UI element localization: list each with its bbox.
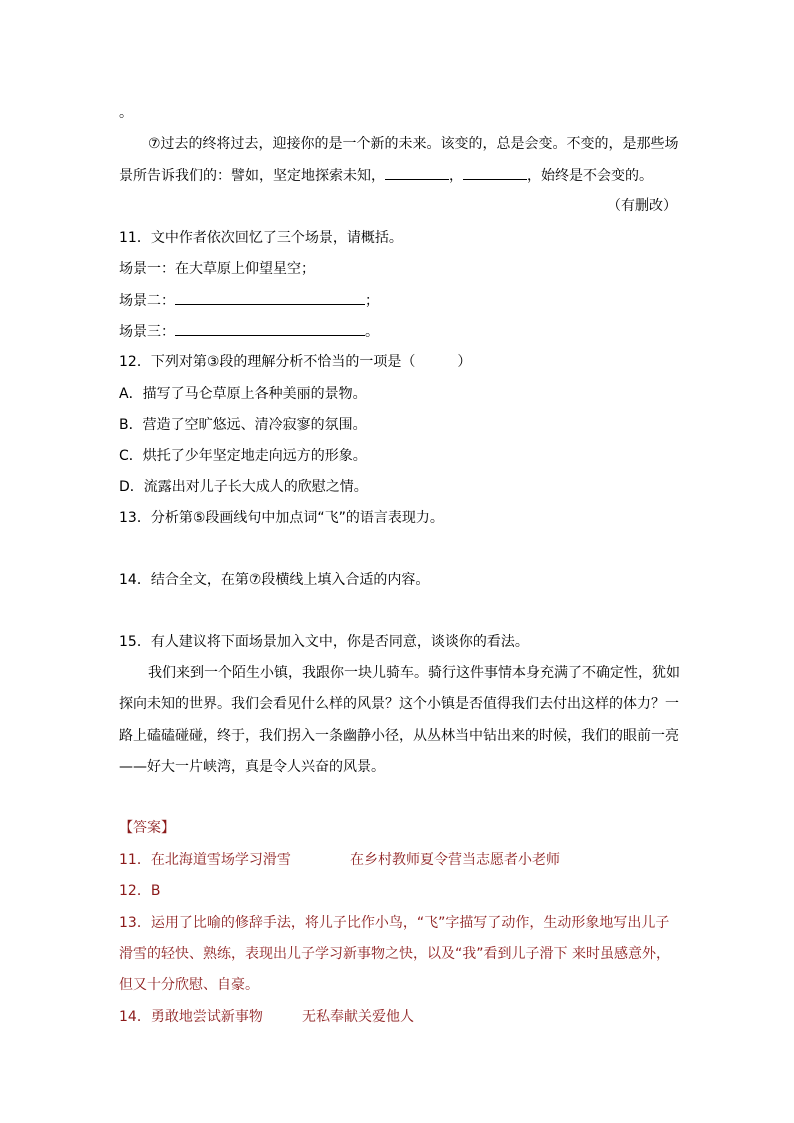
answer-14-part-a: 14．勇敢地尝试新事物 — [119, 1009, 263, 1025]
answer-13-line-1: 13．运用了比喻的修辞手法，将儿子比作小鸟，“飞”字描写了动作，生动形象地写出儿子 — [119, 915, 670, 931]
question-11-scene-2 — [119, 290, 379, 311]
paragraph-7-line-2 — [119, 165, 653, 186]
paragraph-7-sep: ， — [449, 168, 463, 184]
answer-11-part-a: 11．在北海道雪场学习滑雪 — [119, 852, 291, 868]
fill-blank-2[interactable] — [463, 165, 527, 180]
source-note: （有删改） — [607, 198, 677, 214]
question-15-text-line-4: ——好大一片峡湾，真是令人兴奋的风景。 — [119, 759, 385, 775]
answer-13-line-2: 滑雪的轻快、熟练，表现出儿子学习新事物之快，以及“我”看到儿子滑下 来时虽感意外， — [119, 946, 670, 962]
question-12-stem: 12．下列对第③段的理解分析不恰当的一项是（ ） — [119, 354, 472, 370]
answer-heading: 【答案】 — [119, 820, 175, 836]
scene-3-blank[interactable] — [175, 321, 365, 336]
question-12-option-b: B．营造了空旷悠远、清冷寂寥的氛围。 — [119, 417, 367, 433]
answer-12: 12．B — [119, 883, 161, 899]
question-11-stem: 11．文中作者依次回忆了三个场景，请概括。 — [119, 230, 403, 246]
answer-13-line-3: 但又十分欣慰、自豪。 — [119, 977, 259, 993]
question-11-scene-3 — [119, 321, 379, 342]
question-15-text-line-1: 我们来到一个陌生小镇，我跟你一块儿骑车。骑行这件事情本身充满了不确定性，犹如 — [148, 665, 680, 681]
paragraph-7-line-1: ⑦过去的终将过去，迎接你的是一个新的未来。该变的，总是会变。不变的，是那些场 — [148, 136, 679, 152]
question-15-stem: 15．有人建议将下面场景加入文中，你是否同意，谈谈你的看法。 — [119, 634, 529, 650]
question-12-option-c: C．烘托了少年坚定地走向远方的形象。 — [119, 448, 367, 464]
scene-2-end: ； — [365, 293, 379, 309]
scene-2-blank[interactable] — [175, 290, 365, 305]
lead-period: 。 — [119, 105, 133, 121]
scene-2-label: 场景二： — [119, 293, 175, 309]
question-12-option-a: A．描写了马仑草原上各种美丽的景物。 — [119, 386, 367, 402]
scene-3-end: 。 — [365, 324, 379, 340]
question-13-stem: 13．分析第⑤段画线句中加点词“飞”的语言表现力。 — [119, 510, 444, 526]
paragraph-7-text-b: ，始终是不会变的。 — [527, 168, 653, 184]
answer-11-part-b: 在乡村教师夏令营当志愿者小老师 — [350, 852, 560, 868]
fill-blank-1[interactable] — [385, 165, 449, 180]
question-11-scene-1: 场景一：在大草原上仰望星空； — [119, 261, 315, 277]
question-14-stem: 14．结合全文，在第⑦段横线上填入合适的内容。 — [119, 572, 430, 588]
question-15-text-line-2: 探向未知的世界。我们会看见什么样的风景？这个小镇是否值得我们去付出这样的体力？一 — [119, 696, 679, 712]
paragraph-7-text-a: 景所告诉我们的：譬如，坚定地探索未知， — [119, 168, 385, 184]
question-15-text-line-3: 路上磕磕碰碰，终于，我们拐入一条幽静小径，从丛林当中钻出来的时候，我们的眼前一亮 — [119, 728, 679, 744]
question-12-option-d: D．流露出对儿子长大成人的欣慰之情。 — [119, 479, 368, 495]
answer-14-part-b: 无私奉献关爱他人 — [302, 1009, 414, 1025]
scene-3-label: 场景三： — [119, 324, 175, 340]
